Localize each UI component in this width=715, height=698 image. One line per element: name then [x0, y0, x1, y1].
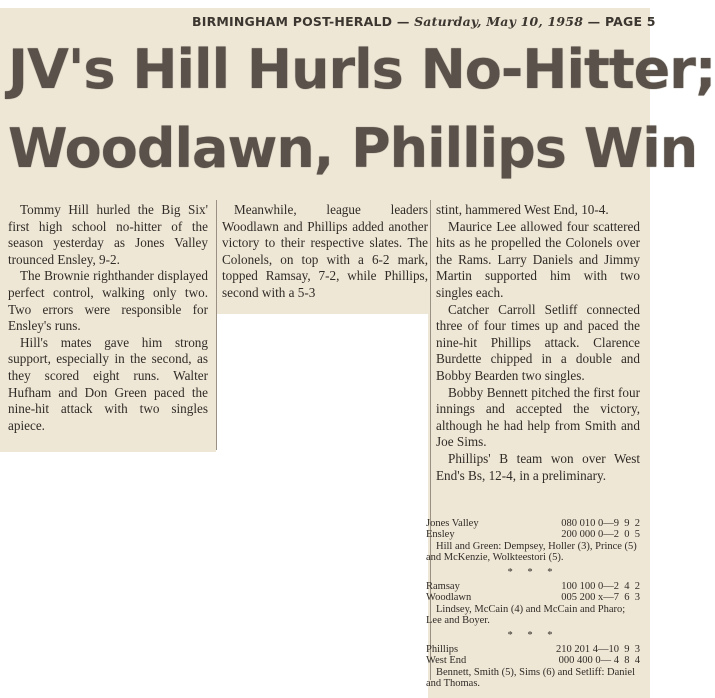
box-score-row: [426, 592, 640, 603]
line-score: 005 200 x—7: [561, 592, 619, 604]
hits: 0: [624, 529, 630, 541]
hits: 6: [624, 592, 630, 604]
box-score-row: [426, 581, 640, 592]
line-score: 200 000 0—2: [561, 529, 619, 541]
paragraph: Maurice Lee allowed four scattered hits as he propelled the Colonels over the Rams. Larry Daniels and Jimmy Martin supported him with two singles each.: [436, 218, 640, 300]
separator-stars: * * *: [507, 629, 559, 641]
team-name: Jones Valley: [426, 518, 479, 529]
team-name: Phillips: [426, 644, 459, 656]
paragraph: Phillips' B team won over West End's Bs, 12-4, in a preliminary.: [436, 450, 640, 483]
headline-line-1: JV's Hill Hurls No-Hitter;: [8, 38, 715, 101]
errors: 2: [634, 518, 640, 529]
paragraph: The Brownie righthander displayed perfect control, walking only two. Two errors were responsible for Ensley's runs.: [8, 268, 208, 334]
hits: 9: [624, 644, 630, 656]
line-score: 080 010 0—9: [561, 518, 619, 529]
hits: 8: [624, 655, 630, 667]
column-rule: [216, 200, 217, 450]
article-column-2: [222, 202, 428, 302]
article-column-3: [436, 202, 640, 484]
paragraph: stint, hammered West End, 10-4.: [436, 202, 609, 217]
separator-stars: * * *: [507, 566, 559, 578]
errors: 3: [634, 644, 640, 656]
box-score-row: [426, 655, 640, 666]
errors: 2: [634, 581, 640, 593]
box-score-row: [426, 529, 640, 540]
box-score-row: [426, 518, 640, 529]
box-score-game-1: [426, 518, 640, 564]
team-name: Woodlawn: [426, 592, 472, 604]
errors: 4: [634, 655, 640, 667]
line-score: 000 400 0— 4: [558, 655, 619, 667]
team-name: Ramsay: [426, 581, 460, 593]
box-score-game-3: [426, 644, 640, 690]
hits: 4: [624, 581, 630, 593]
headline-line-2: Woodlawn, Phillips Win: [8, 117, 698, 180]
publication-date: Saturday, May 10, 1958: [414, 14, 584, 29]
header-dash: —: [396, 14, 410, 29]
page-number: PAGE 5: [604, 14, 656, 29]
errors: 5: [634, 529, 640, 541]
errors: 3: [634, 592, 640, 604]
pitchers-line: Bennett, Smith (5), Sims (6) and Setliff: Daniel and Thomas.: [426, 666, 635, 690]
paragraph: Meanwhile, league leaders Woodlawn and Phillips added another victory to their respective slates. The Colonels, on top with a 6-2 mark, topped Ramsay, 7-2, while Phillips, second with a 5-3: [222, 202, 428, 300]
team-name: West End: [426, 655, 467, 667]
box-scores: [426, 518, 640, 690]
paragraph: Tommy Hill hurled the Big Six' first high school no-hitter of the season yesterday as Jones Valley trounced Ensley, 9-2.: [8, 202, 208, 267]
pitchers-line: Hill and Green: Dempsey, Holler (3), Prince (5) and McKenzie, Wolkteestori (5).: [426, 540, 637, 564]
newspaper-name: BIRMINGHAM POST-HERALD: [192, 14, 393, 29]
pitchers-line: Lindsey, McCain (4) and McCain and Pharo; Lee and Boyer.: [426, 603, 626, 627]
line-score: 100 100 0—2: [561, 581, 619, 593]
hits: 9: [624, 518, 630, 529]
newspaper-header: [192, 14, 656, 36]
article-column-1: [8, 202, 208, 434]
header-dash: —: [587, 14, 601, 29]
paragraph: Hill's mates gave him strong support, especially in the second, as they scored eight runs. Walter Hufham and Don Green paced the nine-hit attack with two singles apiece.: [8, 334, 208, 433]
paragraph: Catcher Carroll Setliff connected three of four times up and paced the nine-hit Phillips attack. Clarence Burdette chipped in a double and Bobby Bearden two singles.: [436, 301, 640, 383]
paragraph: Bobby Bennett pitched the first four innings and accepted the victory, although he had help from Smith and Joe Sims.: [436, 384, 640, 450]
box-score-game-2: [426, 581, 640, 627]
team-name: Ensley: [426, 529, 455, 541]
box-score-row: [426, 644, 640, 655]
line-score: 210 201 4—10: [556, 644, 619, 656]
